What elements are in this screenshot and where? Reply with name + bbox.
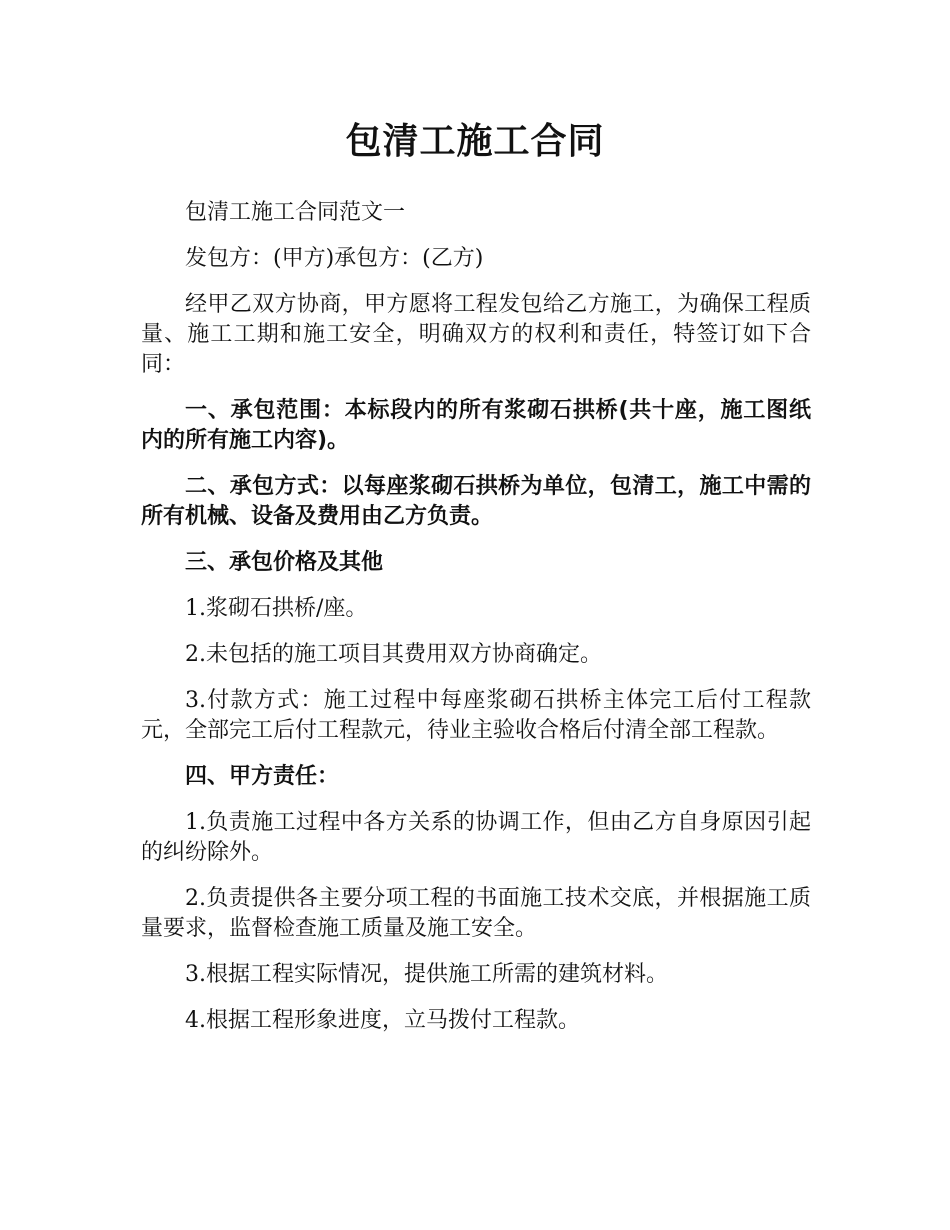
paragraph-subtitle: 包清工施工合同范文一 xyxy=(185,200,406,225)
document-title: 包清工施工合同 xyxy=(345,121,605,162)
section-3-item-2: 2.未包括的施工项目其费用双方协商确定。 xyxy=(185,642,602,667)
section-3-heading: 三、承包价格及其他 xyxy=(185,550,384,575)
section-3-item-1: 1.浆砌石拱桥/座。 xyxy=(185,596,368,621)
section-2-method: 二、承包方式：以每座浆砌石拱桥为单位，包清工，施工中需的所有机械、设备及费用由乙方负责。 xyxy=(141,474,811,529)
section-4-heading: 四、甲方责任： xyxy=(185,764,340,789)
paragraph-parties: 发包方：(甲方)承包方：(乙方) xyxy=(185,246,484,271)
paragraph-preamble: 经甲乙双方协商，甲方愿将工程发包给乙方施工，为确保工程质量、施工工期和施工安全，明确双方的权利和责任，特签订如下合同： xyxy=(141,292,811,377)
document-body xyxy=(141,198,811,1052)
section-3-item-3: 3.付款方式：施工过程中每座浆砌石拱桥主体完工后付工程款元，全部完工后付工程款元，待业主验收合格后付清全部工程款。 xyxy=(141,688,811,743)
section-4-item-4: 4.根据工程形象进度，立马拨付工程款。 xyxy=(185,1008,580,1033)
section-4-item-2: 2.负责提供各主要分项工程的书面施工技术交底，并根据施工质量要求，监督检查施工质量及施工安全。 xyxy=(141,886,811,941)
section-1-scope: 一、承包范围：本标段内的所有浆砌石拱桥(共十座，施工图纸内的所有施工内容)。 xyxy=(141,398,811,453)
section-4-item-3: 3.根据工程实际情况，提供施工所需的建筑材料。 xyxy=(185,962,668,987)
section-4-item-1: 1.负责施工过程中各方关系的协调工作，但由乙方自身原因引起的纠纷除外。 xyxy=(141,810,811,865)
